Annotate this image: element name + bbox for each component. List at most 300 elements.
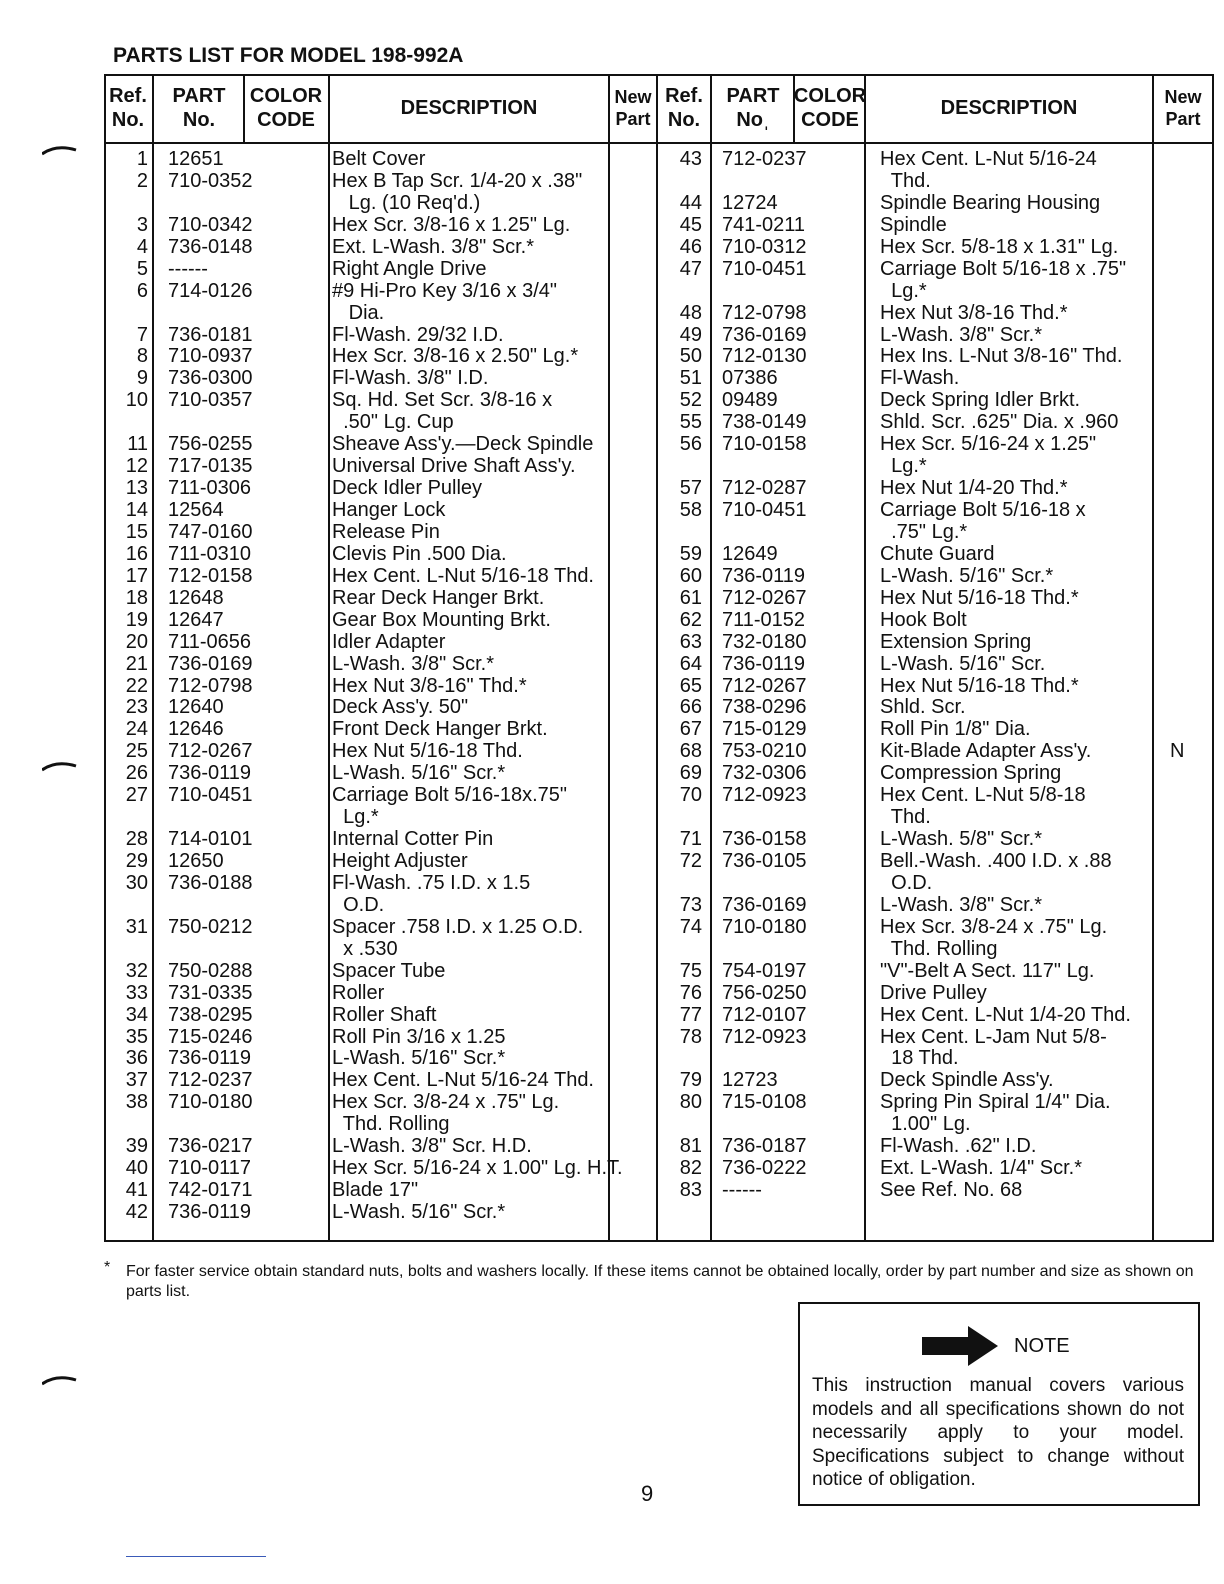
ref-number: 51 <box>679 367 702 390</box>
part-description: Hex Nut 5/16-18 Thd.* <box>880 674 1079 697</box>
ref-number <box>658 1048 702 1070</box>
part-description: Spacer .758 I.D. x 1.25 O.D. <box>332 915 584 938</box>
part-number: 742-0171 <box>168 1179 253 1202</box>
part-number: 712-0267 <box>722 586 807 609</box>
part-description: Deck Idler Pulley <box>332 477 483 500</box>
part-number: 736-0119 <box>168 762 252 785</box>
ref-number: 45 <box>679 213 702 236</box>
new-part-flag <box>1170 149 1184 171</box>
part-description: Carriage Bolt 5/16-18 x <box>880 499 1086 521</box>
ref-number <box>658 873 702 895</box>
ref-number: 61 <box>679 586 702 609</box>
ref-number: 52 <box>679 389 702 412</box>
ref-number: 57 <box>679 477 702 500</box>
new-part-flag <box>1170 303 1184 325</box>
ref-number: 41 <box>125 1179 148 1202</box>
header-ref: Ref. No. <box>109 85 147 131</box>
ref-number: 33 <box>125 981 148 1004</box>
part-description: Deck Spindle Ass'y. <box>880 1069 1054 1092</box>
part-number: 738-0149 <box>722 411 807 434</box>
column-divider <box>864 74 866 1240</box>
ref-number: 17 <box>125 564 148 587</box>
part-number: 710-0352 <box>168 169 253 192</box>
part-description: Hex Scr. 5/8-18 x 1.31" Lg. <box>880 235 1119 258</box>
new-part-flag <box>1170 632 1184 654</box>
part-description: Hex Cent. L-Nut 5/8-18 <box>880 784 1086 807</box>
ref-number: 67 <box>679 718 702 741</box>
ref-number <box>104 193 148 215</box>
part-number: 738-0295 <box>168 1003 253 1026</box>
part-description: Thd. <box>880 806 931 829</box>
part-description: Thd. Rolling <box>332 1113 450 1136</box>
part-description: Chute Guard <box>880 542 995 565</box>
binder-hole-mark <box>42 144 78 156</box>
part-number <box>168 193 253 215</box>
part-number: 736-0119 <box>722 564 806 587</box>
part-description: Drive Pulley <box>880 981 987 1004</box>
ref-number: 35 <box>125 1025 148 1048</box>
part-description: Fl-Wash. .62" I.D. <box>880 1135 1037 1158</box>
part-description: See Ref. No. 68 <box>880 1179 1023 1202</box>
part-description: Hex Nut 5/16-18 Thd.* <box>880 586 1079 609</box>
part-description: Kit-Blade Adapter Ass'y. <box>880 740 1092 763</box>
part-description: O.D. <box>880 871 933 894</box>
footnote-text: For faster service obtain standard nuts, bolts and washers locally. If these items cannot be obtained locally, order by part number and size as shown on parts list. <box>126 1263 1194 1300</box>
new-part-flag <box>1170 763 1184 785</box>
ref-number: 65 <box>679 674 702 697</box>
part-description: Hex Nut 3/8-16 Thd.* <box>880 301 1068 324</box>
ref-number: 40 <box>125 1157 148 1180</box>
ref-number: 39 <box>125 1135 148 1158</box>
part-number: 736-0187 <box>722 1135 807 1158</box>
ref-number <box>104 412 148 434</box>
part-description: Right Angle Drive <box>332 257 487 280</box>
part-description: Hex Scr. 3/8-24 x .75" Lg. <box>880 915 1108 938</box>
part-description: Lg. (10 Req'd.) <box>332 191 481 214</box>
part-description: Hex Cent. L-Jam Nut 5/8- <box>880 1025 1107 1048</box>
part-number: 736-0119 <box>168 1047 252 1070</box>
new-part-flag <box>1170 281 1184 303</box>
part-number: 12564 <box>168 499 224 521</box>
part-number <box>168 807 253 829</box>
part-description: Sq. Hd. Set Scr. 3/8-16 x <box>332 389 553 412</box>
ref-number <box>104 895 148 917</box>
part-number: 741-0211 <box>722 213 806 236</box>
part-number: 711-0310 <box>168 542 252 565</box>
column-divider <box>1152 74 1154 1240</box>
part-number: 747-0160 <box>168 520 253 543</box>
part-number: 710-0357 <box>168 389 253 412</box>
part-description: Deck Ass'y. 50" <box>332 696 469 719</box>
new-part-flag <box>1170 697 1184 719</box>
new-part-flag <box>1170 1180 1184 1202</box>
right-part-column <box>722 149 807 1202</box>
part-number: 12649 <box>722 542 778 565</box>
part-description: "V"-Belt A Sect. 117" Lg. <box>880 959 1095 982</box>
ref-number: 74 <box>679 915 702 938</box>
right-ref-column <box>658 149 702 1202</box>
part-number: 12646 <box>168 718 224 741</box>
ref-number: 47 <box>679 257 702 280</box>
part-number: 715-0129 <box>722 718 807 741</box>
part-number: 710-0158 <box>722 433 807 456</box>
ref-number: 42 <box>125 1201 148 1223</box>
new-part-flag <box>1170 807 1184 829</box>
part-description: Thd. Rolling <box>880 937 998 960</box>
new-part-flag <box>1170 544 1184 566</box>
part-number <box>722 1114 807 1136</box>
ref-number: 71 <box>679 828 702 851</box>
part-description: Spring Pin Spiral 1/4" Dia. <box>880 1091 1111 1114</box>
new-part-flag <box>1170 259 1184 281</box>
header-part-no: PART No. <box>172 85 226 131</box>
header-part-no-right: PART Noˌ <box>726 85 780 131</box>
part-number: 711-0306 <box>168 477 252 500</box>
part-description: Compression Spring <box>880 762 1062 785</box>
parts-table <box>104 74 1212 1240</box>
part-number: 09489 <box>722 389 778 412</box>
part-number: 710-0937 <box>168 345 253 368</box>
ref-number <box>658 807 702 829</box>
new-part-flag <box>1170 237 1184 259</box>
part-description: Hex Cent. L-Nut 5/16-18 Thd. <box>332 564 594 587</box>
part-description: Height Adjuster <box>332 850 468 872</box>
footnote-star: * <box>104 1259 111 1276</box>
right-arrow-icon <box>922 1326 998 1366</box>
part-number <box>168 895 253 917</box>
right-description-column <box>880 149 1131 1202</box>
binder-hole-mark <box>42 1374 78 1386</box>
part-number: 710-0451 <box>168 784 253 807</box>
new-part-flag <box>1170 346 1184 368</box>
part-description: Hex Scr. 3/8-16 x 1.25" Lg. <box>332 213 571 236</box>
part-number <box>722 939 807 961</box>
part-number: ------ <box>722 1179 762 1202</box>
part-number: 712-0158 <box>168 564 253 587</box>
part-number: 736-0222 <box>722 1157 807 1180</box>
part-description: 18 Thd. <box>880 1047 959 1070</box>
part-number <box>168 939 253 961</box>
part-description: Dia. <box>332 301 385 324</box>
ref-number: 13 <box>125 477 148 500</box>
part-number: 756-0255 <box>168 433 253 456</box>
part-number: 712-0267 <box>722 674 807 697</box>
new-part-flag <box>1170 873 1184 895</box>
part-number: 712-0267 <box>168 740 253 763</box>
ref-number <box>658 522 702 544</box>
ref-number: 15 <box>125 520 148 543</box>
part-description: Spindle <box>880 213 947 236</box>
part-number: 715-0246 <box>168 1025 253 1048</box>
ref-number: 20 <box>125 630 148 653</box>
new-part-flag <box>1170 1136 1184 1158</box>
part-description: Clevis Pin .500 Dia. <box>332 542 507 565</box>
part-number: 736-0158 <box>722 828 807 851</box>
new-part-flag <box>1170 851 1184 873</box>
part-description: L-Wash. 5/16" Scr.* <box>332 1201 506 1223</box>
ref-number: 38 <box>125 1091 148 1114</box>
part-description: L-Wash. 5/8" Scr.* <box>880 828 1042 851</box>
part-number: 710-0180 <box>722 915 807 938</box>
part-description: .50" Lg. Cup <box>332 411 454 434</box>
footnote <box>104 1259 1194 1302</box>
binder-hole-mark <box>42 760 78 772</box>
ref-number: 22 <box>125 674 148 697</box>
part-description: Hex Scr. 3/8-24 x .75" Lg. <box>332 1091 560 1114</box>
ref-number: 60 <box>679 564 702 587</box>
ref-number: 73 <box>679 893 702 916</box>
part-number: 756-0250 <box>722 981 807 1004</box>
part-description: Gear Box Mounting Brkt. <box>332 608 551 631</box>
part-number: 753-0210 <box>722 740 807 763</box>
new-part-flag <box>1170 1114 1184 1136</box>
part-number: 710-0451 <box>722 257 807 280</box>
ref-number: 11 <box>127 433 148 456</box>
ref-number: 12 <box>125 455 148 478</box>
part-description: Idler Adapter <box>332 630 446 653</box>
new-part-flag <box>1170 654 1184 676</box>
part-number: 736-0169 <box>722 323 807 346</box>
part-number <box>722 1048 807 1070</box>
part-description: Hex Scr. 3/8-16 x 2.50" Lg.* <box>332 345 579 368</box>
ref-number: 9 <box>136 367 148 390</box>
new-part-flag <box>1170 566 1184 588</box>
part-description: Roller Shaft <box>332 1003 437 1026</box>
part-description: Hanger Lock <box>332 499 446 521</box>
left-description-column <box>332 149 623 1224</box>
ref-number: 69 <box>679 762 702 785</box>
ref-number: 75 <box>679 959 702 982</box>
ref-number: 63 <box>679 630 702 653</box>
part-description: Rear Deck Hanger Brkt. <box>332 586 545 609</box>
part-number: 736-0300 <box>168 367 253 390</box>
new-part-flag <box>1170 522 1184 544</box>
part-description: Roller <box>332 981 385 1004</box>
part-number: 710-0117 <box>168 1157 252 1180</box>
header-description-right: DESCRIPTION <box>940 97 1078 119</box>
page-title: PARTS LIST FOR MODEL 198-992A <box>113 44 464 67</box>
ref-number: 16 <box>125 542 148 565</box>
ref-number: 78 <box>679 1025 702 1048</box>
part-description: 1.00" Lg. <box>880 1113 971 1136</box>
part-description: L-Wash. 3/8" Scr. H.D. <box>332 1135 532 1158</box>
ref-number <box>658 939 702 961</box>
part-description: Lg.* <box>332 806 379 829</box>
part-description: L-Wash. 5/16" Scr.* <box>880 564 1054 587</box>
part-number: 738-0296 <box>722 696 807 719</box>
part-description: L-Wash. 5/16" Scr.* <box>332 762 506 785</box>
part-description: Hex Cent. L-Nut 5/16-24 Thd. <box>332 1069 594 1092</box>
part-description: Ext. L-Wash. 1/4" Scr.* <box>880 1157 1082 1180</box>
part-description: Roll Pin 3/16 x 1.25 <box>332 1025 506 1048</box>
ref-number: 43 <box>679 148 702 170</box>
part-number: 711-0656 <box>168 630 252 653</box>
part-number: 732-0180 <box>722 630 807 653</box>
part-number: 712-0107 <box>722 1003 807 1026</box>
new-part-flag <box>1170 983 1184 1005</box>
new-part-flag <box>1170 1005 1184 1027</box>
ref-number: 3 <box>136 213 148 236</box>
ref-number: 68 <box>679 740 702 763</box>
ref-number: 5 <box>136 257 148 280</box>
part-number: 736-0169 <box>722 893 807 916</box>
new-part-flag <box>1170 610 1184 632</box>
part-description: Lg.* <box>880 279 927 302</box>
part-description: Extension Spring <box>880 630 1032 653</box>
part-number: 717-0135 <box>168 455 253 478</box>
left-part-column <box>168 149 253 1224</box>
part-description: x .530 <box>332 937 398 960</box>
part-description: Belt Cover <box>332 148 426 170</box>
ref-number: 56 <box>679 433 702 456</box>
ref-number: 19 <box>125 608 148 631</box>
part-description: Blade 17" <box>332 1179 419 1202</box>
part-description: Shld. Scr. <box>880 696 966 719</box>
ref-number: 82 <box>679 1157 702 1180</box>
new-part-flag <box>1170 1027 1184 1049</box>
new-part-flag <box>1170 829 1184 851</box>
part-number: 736-0119 <box>168 1201 252 1223</box>
ref-number: 28 <box>125 828 148 851</box>
part-description: Carriage Bolt 5/16-18 x .75" <box>880 257 1127 280</box>
part-description: Lg.* <box>880 455 927 478</box>
part-description: #9 Hi-Pro Key 3/16 x 3/4" <box>332 279 557 302</box>
part-number: 710-0451 <box>722 499 807 521</box>
part-description: Shld. Scr. .625" Dia. x .960 <box>880 411 1119 434</box>
part-number: 754-0197 <box>722 959 807 982</box>
part-number: 736-0181 <box>168 323 253 346</box>
part-number: 12650 <box>168 850 224 872</box>
part-number: 710-0312 <box>722 235 807 258</box>
part-number <box>722 807 807 829</box>
ref-number: 70 <box>679 784 702 807</box>
part-number: 710-0342 <box>168 213 253 236</box>
header-color-code-right: COLOR CODE <box>793 85 867 131</box>
part-number: 712-0287 <box>722 477 807 500</box>
header-divider <box>104 142 1212 144</box>
new-part-flag <box>1170 917 1184 939</box>
part-description: L-Wash. 3/8" Scr.* <box>880 893 1042 916</box>
part-description: Hook Bolt <box>880 608 967 631</box>
ref-number: 77 <box>679 1003 702 1026</box>
ref-number <box>104 807 148 829</box>
ref-number: 76 <box>679 981 702 1004</box>
part-description: Internal Cotter Pin <box>332 828 494 851</box>
ref-number: 36 <box>125 1047 148 1070</box>
part-description: Spindle Bearing Housing <box>880 191 1101 214</box>
ref-number: 50 <box>679 345 702 368</box>
ref-number: 6 <box>136 279 148 302</box>
part-number: 12723 <box>722 1069 778 1092</box>
header-ref-right: Ref. No. <box>665 85 703 131</box>
ref-number: 18 <box>125 586 148 609</box>
new-part-flag <box>1170 961 1184 983</box>
part-number: 736-0119 <box>722 652 806 675</box>
ref-number: 7 <box>136 323 148 346</box>
note-body: This instruction manual covers various models and all specifications shown do not necessarily apply to your model. Specifications subject to change without notice of obligation. <box>812 1375 1184 1490</box>
column-divider <box>152 74 154 1240</box>
note-heading: NOTE <box>1014 1334 1070 1357</box>
part-number: 711-0152 <box>722 608 806 631</box>
part-number <box>168 412 253 434</box>
ref-number: 79 <box>679 1069 702 1092</box>
part-number: 736-0148 <box>168 235 253 258</box>
new-part-flag <box>1170 1048 1184 1070</box>
part-number: 12651 <box>168 148 224 170</box>
page-number: 9 <box>641 1481 654 1506</box>
part-description: Hex Scr. 5/16-24 x 1.00" Lg. H.T. <box>332 1157 623 1180</box>
note-box <box>798 1302 1200 1506</box>
part-description: Bell.-Wash. .400 I.D. x .88 <box>880 850 1112 872</box>
part-description: Roll Pin 1/8" Dia. <box>880 718 1031 741</box>
ref-number: 64 <box>679 652 702 675</box>
ref-number <box>104 939 148 961</box>
part-number: 736-0105 <box>722 850 807 872</box>
new-part-flag <box>1170 325 1184 347</box>
new-part-flag <box>1170 719 1184 741</box>
part-description: Fl-Wash. .75 I.D. x 1.5 <box>332 871 531 894</box>
part-description: Hex Scr. 5/16-24 x 1.25" <box>880 433 1097 456</box>
part-description: Ext. L-Wash. 3/8" Scr.* <box>332 235 534 258</box>
part-number <box>722 522 807 544</box>
ref-number <box>658 281 702 303</box>
part-number: 736-0169 <box>168 652 253 675</box>
ref-number: 4 <box>136 235 148 258</box>
part-description: L-Wash. 5/16" Scr. <box>880 652 1046 675</box>
ref-number <box>104 303 148 325</box>
part-description: Hex Ins. L-Nut 3/8-16" Thd. <box>880 345 1123 368</box>
new-part-flag <box>1170 785 1184 807</box>
part-description: Hex Nut 3/8-16" Thd.* <box>332 674 527 697</box>
new-part-flag <box>1170 1092 1184 1114</box>
part-description: Front Deck Hanger Brkt. <box>332 718 548 741</box>
ref-number: 49 <box>679 323 702 346</box>
part-number: 714-0101 <box>168 828 253 851</box>
part-number: 731-0335 <box>168 981 253 1004</box>
part-number: 736-0188 <box>168 871 253 894</box>
part-description: Hex B Tap Scr. 1/4-20 x .38" <box>332 169 583 192</box>
ref-number: 23 <box>125 696 148 719</box>
part-description: Thd. <box>880 169 931 192</box>
part-number <box>722 873 807 895</box>
part-number <box>722 456 807 478</box>
part-number: 712-0923 <box>722 1025 807 1048</box>
ref-number <box>658 1114 702 1136</box>
ref-number: 24 <box>125 718 148 741</box>
part-number: 715-0108 <box>722 1091 807 1114</box>
new-part-flag <box>1170 193 1184 215</box>
ref-number: 34 <box>125 1003 148 1026</box>
bottom-rule <box>126 1556 266 1557</box>
part-number: 07386 <box>722 367 778 390</box>
new-part-flag <box>1170 588 1184 610</box>
new-part-flag <box>1170 368 1184 390</box>
new-part-flag <box>1170 500 1184 522</box>
ref-number <box>104 1114 148 1136</box>
ref-number: 44 <box>679 191 702 214</box>
part-number <box>168 1114 253 1136</box>
new-part-flag <box>1170 390 1184 412</box>
new-part-flag <box>1170 434 1184 456</box>
part-description: Deck Spring Idler Brkt. <box>880 389 1081 412</box>
ref-number: 14 <box>125 499 148 521</box>
part-description: O.D. <box>332 893 385 916</box>
ref-number: 30 <box>125 871 148 894</box>
ref-number: 37 <box>125 1069 148 1092</box>
part-description: L-Wash. 3/8" Scr.* <box>332 652 494 675</box>
ref-number: 62 <box>679 608 702 631</box>
ref-number: 1 <box>136 148 148 170</box>
